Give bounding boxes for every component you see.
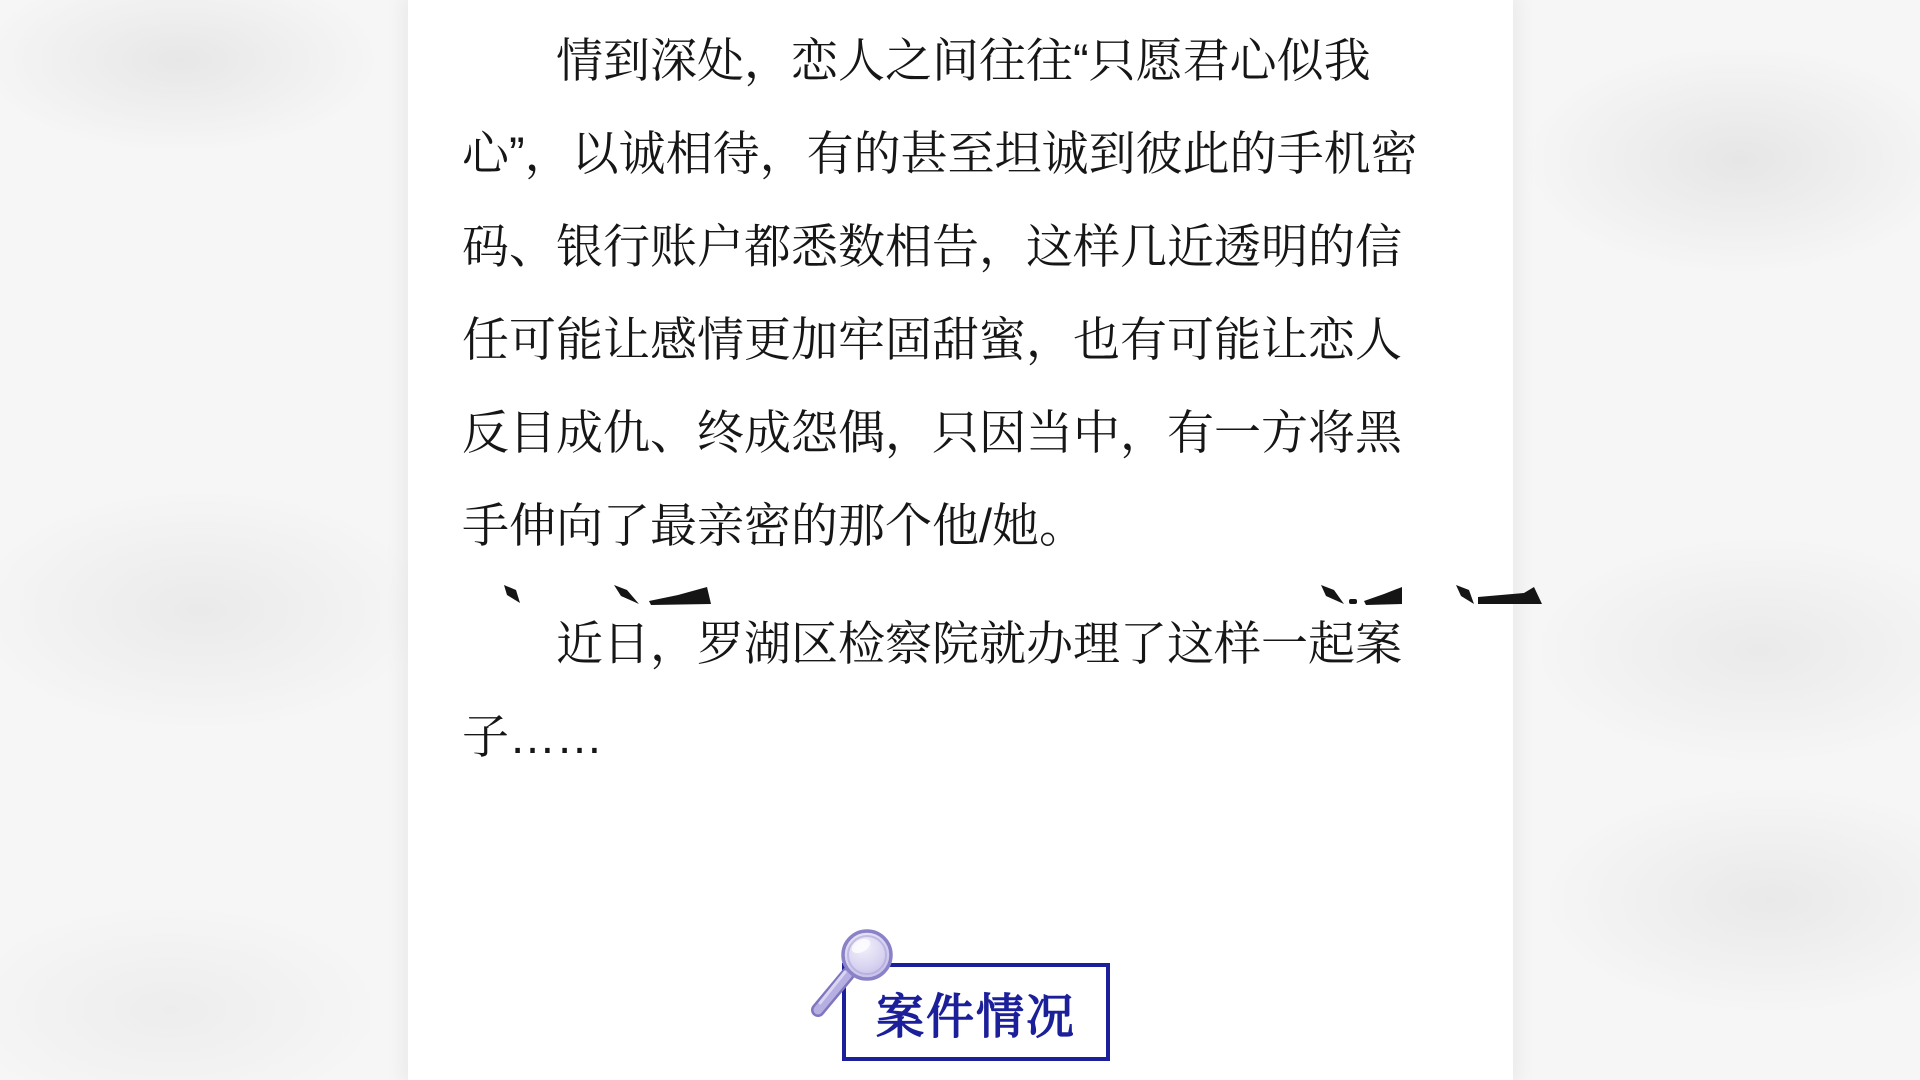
glyph-fragment	[1478, 587, 1542, 604]
text-line: 手伸向了最亲密的那个他/她。	[462, 499, 1087, 552]
text-line: 心”，以诚相待，有的甚至坦诚到彼此的手机密	[462, 127, 1418, 180]
article-panel	[408, 0, 1513, 1080]
magnifier-icon	[804, 908, 934, 1038]
paragraph-1	[462, 14, 1454, 572]
glyph-fragment	[1456, 585, 1474, 604]
text-line: 子……	[462, 710, 603, 763]
text-line: 情到深处，恋人之间往往“只愿君心似我	[556, 34, 1371, 87]
text-line: 码、银行账户都悉数相告，这样几近透明的信	[462, 220, 1402, 273]
paragraph-2	[462, 597, 1454, 783]
text-line: 反目成仇、终成怨偶，只因当中，有一方将黑	[462, 406, 1402, 459]
section-title: 案件情况	[875, 990, 1076, 1044]
text-line: 近日，罗湖区检察院就办理了这样一起案	[556, 617, 1402, 670]
text-line: 任可能让感情更加牢固甜蜜，也有可能让恋人	[462, 313, 1402, 366]
